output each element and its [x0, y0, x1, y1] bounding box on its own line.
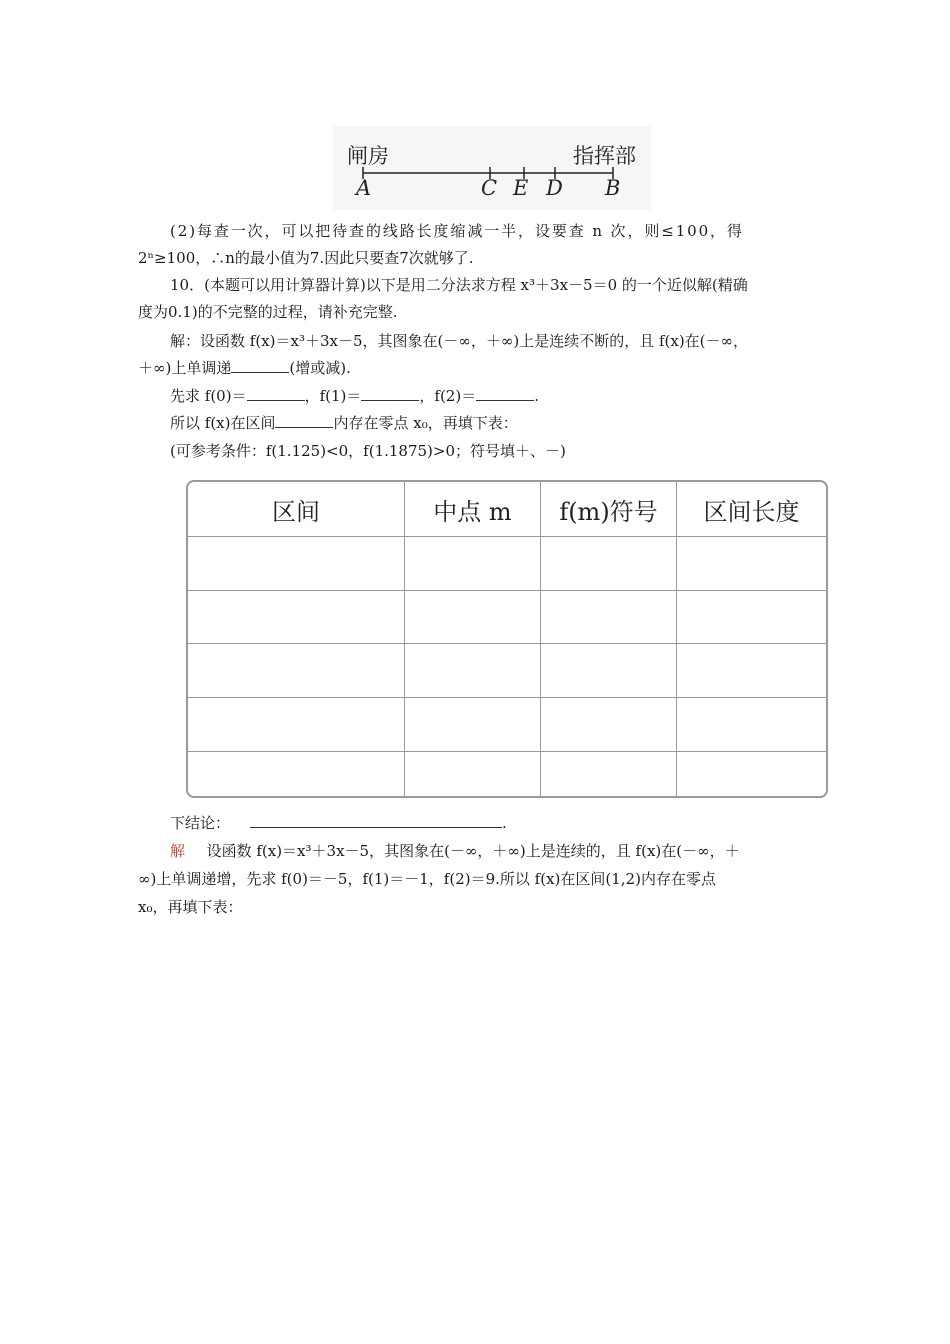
table-cell[interactable]	[677, 751, 827, 796]
solve-line1: 解：设函数 f(x)＝x³＋3x－5，其图象在(－∞，＋∞)上是连续不断的，且 f(x)在(－∞，	[170, 332, 749, 350]
table-cell[interactable]	[188, 644, 405, 698]
header-midpoint: 中点 m	[405, 482, 541, 537]
table-cell[interactable]	[405, 698, 541, 752]
blank-conclusion[interactable]	[250, 813, 502, 828]
table-row	[188, 698, 826, 752]
right-label: 指挥部	[573, 144, 636, 168]
table-cell[interactable]	[188, 698, 405, 752]
solve-line4	[170, 412, 850, 434]
bisection-table	[186, 480, 828, 798]
solve-line3-d: .	[534, 387, 539, 405]
table-cell[interactable]	[541, 590, 677, 644]
solve-line2	[138, 357, 818, 379]
left-label: 闸房	[347, 144, 389, 168]
table-row	[188, 751, 826, 796]
table-cell[interactable]	[677, 590, 827, 644]
answer-line1	[170, 840, 850, 862]
solve-line4-b: 内存在零点 x₀，再填下表：	[333, 414, 518, 432]
header-interval: 区间	[188, 482, 405, 537]
p2-line1: (2)每查一次，可以把待查的线路长度缩减一半，设要查 n 次，则≤100，得	[170, 222, 744, 240]
q10-line1: 10．(本题可以用计算器计算)以下是用二分法求方程 x³＋3x－5＝0 的一个近似解(精确	[170, 276, 748, 294]
table-cell[interactable]	[405, 751, 541, 796]
table-header-row	[188, 482, 826, 537]
q10-line2: 度为0.1)的不完整的过程，请补充完整.	[138, 303, 398, 321]
point-a: A	[356, 176, 372, 200]
table-cell[interactable]	[677, 537, 827, 591]
table-cell[interactable]	[405, 537, 541, 591]
conclusion-end: .	[502, 814, 507, 832]
table-cell[interactable]	[541, 537, 677, 591]
table-cell[interactable]	[188, 590, 405, 644]
table-cell[interactable]	[541, 751, 677, 796]
table-cell[interactable]	[677, 698, 827, 752]
table-cell[interactable]	[405, 590, 541, 644]
table-row	[188, 644, 826, 698]
table-cell[interactable]	[541, 644, 677, 698]
solve-line5: (可参考条件：f(1.125)<0，f(1.1875)>0；符号填＋、－)	[170, 442, 566, 460]
table-cell[interactable]	[188, 751, 405, 796]
table-row	[188, 590, 826, 644]
point-e: E	[513, 176, 529, 200]
answer-line1-text: 设函数 f(x)＝x³＋3x－5，其图象在(－∞，＋∞)上是连续的，且 f(x)在(－∞，＋	[206, 842, 740, 860]
solve-line3-a: 先求 f(0)＝	[170, 387, 247, 405]
point-b: B	[605, 176, 621, 200]
table-cell[interactable]	[677, 644, 827, 698]
blank-f0[interactable]	[247, 386, 305, 401]
table-row	[188, 537, 826, 591]
blank-interval[interactable]	[275, 413, 333, 428]
table-cell[interactable]	[188, 537, 405, 591]
conclusion-label: 下结论：	[170, 814, 231, 832]
blank-monotonic[interactable]	[231, 358, 289, 373]
solve-line4-a: 所以 f(x)在区间	[170, 414, 276, 432]
header-length: 区间长度	[677, 482, 827, 537]
table-cell[interactable]	[405, 644, 541, 698]
point-d: D	[546, 176, 563, 200]
blank-f2[interactable]	[476, 386, 534, 401]
table-cell[interactable]	[541, 698, 677, 752]
answer-line3: x₀，再填下表：	[138, 898, 243, 916]
blank-f1[interactable]	[361, 386, 419, 401]
solve-line2-a: ＋∞)上单调递	[138, 359, 232, 377]
conclusion-line	[170, 812, 850, 834]
solve-line3-b: ，f(1)＝	[304, 387, 362, 405]
line-segment-figure	[333, 126, 651, 210]
solve-line3	[170, 385, 850, 407]
header-sign: f(m)符号	[541, 482, 677, 537]
p2-line2: 2ⁿ≥100，∴n的最小值为7.因此只要查7次就够了.	[138, 249, 474, 267]
solve-line2-b: (增或减).	[289, 359, 351, 377]
answer-line2: ∞)上单调递增，先求 f(0)＝－5，f(1)＝－1，f(2)＝9.所以 f(x)在区间(1,2)内存在零点	[138, 870, 716, 888]
answer-mark: 解	[170, 842, 186, 860]
solve-line3-c: ，f(2)＝	[419, 387, 477, 405]
point-c: C	[481, 176, 498, 200]
